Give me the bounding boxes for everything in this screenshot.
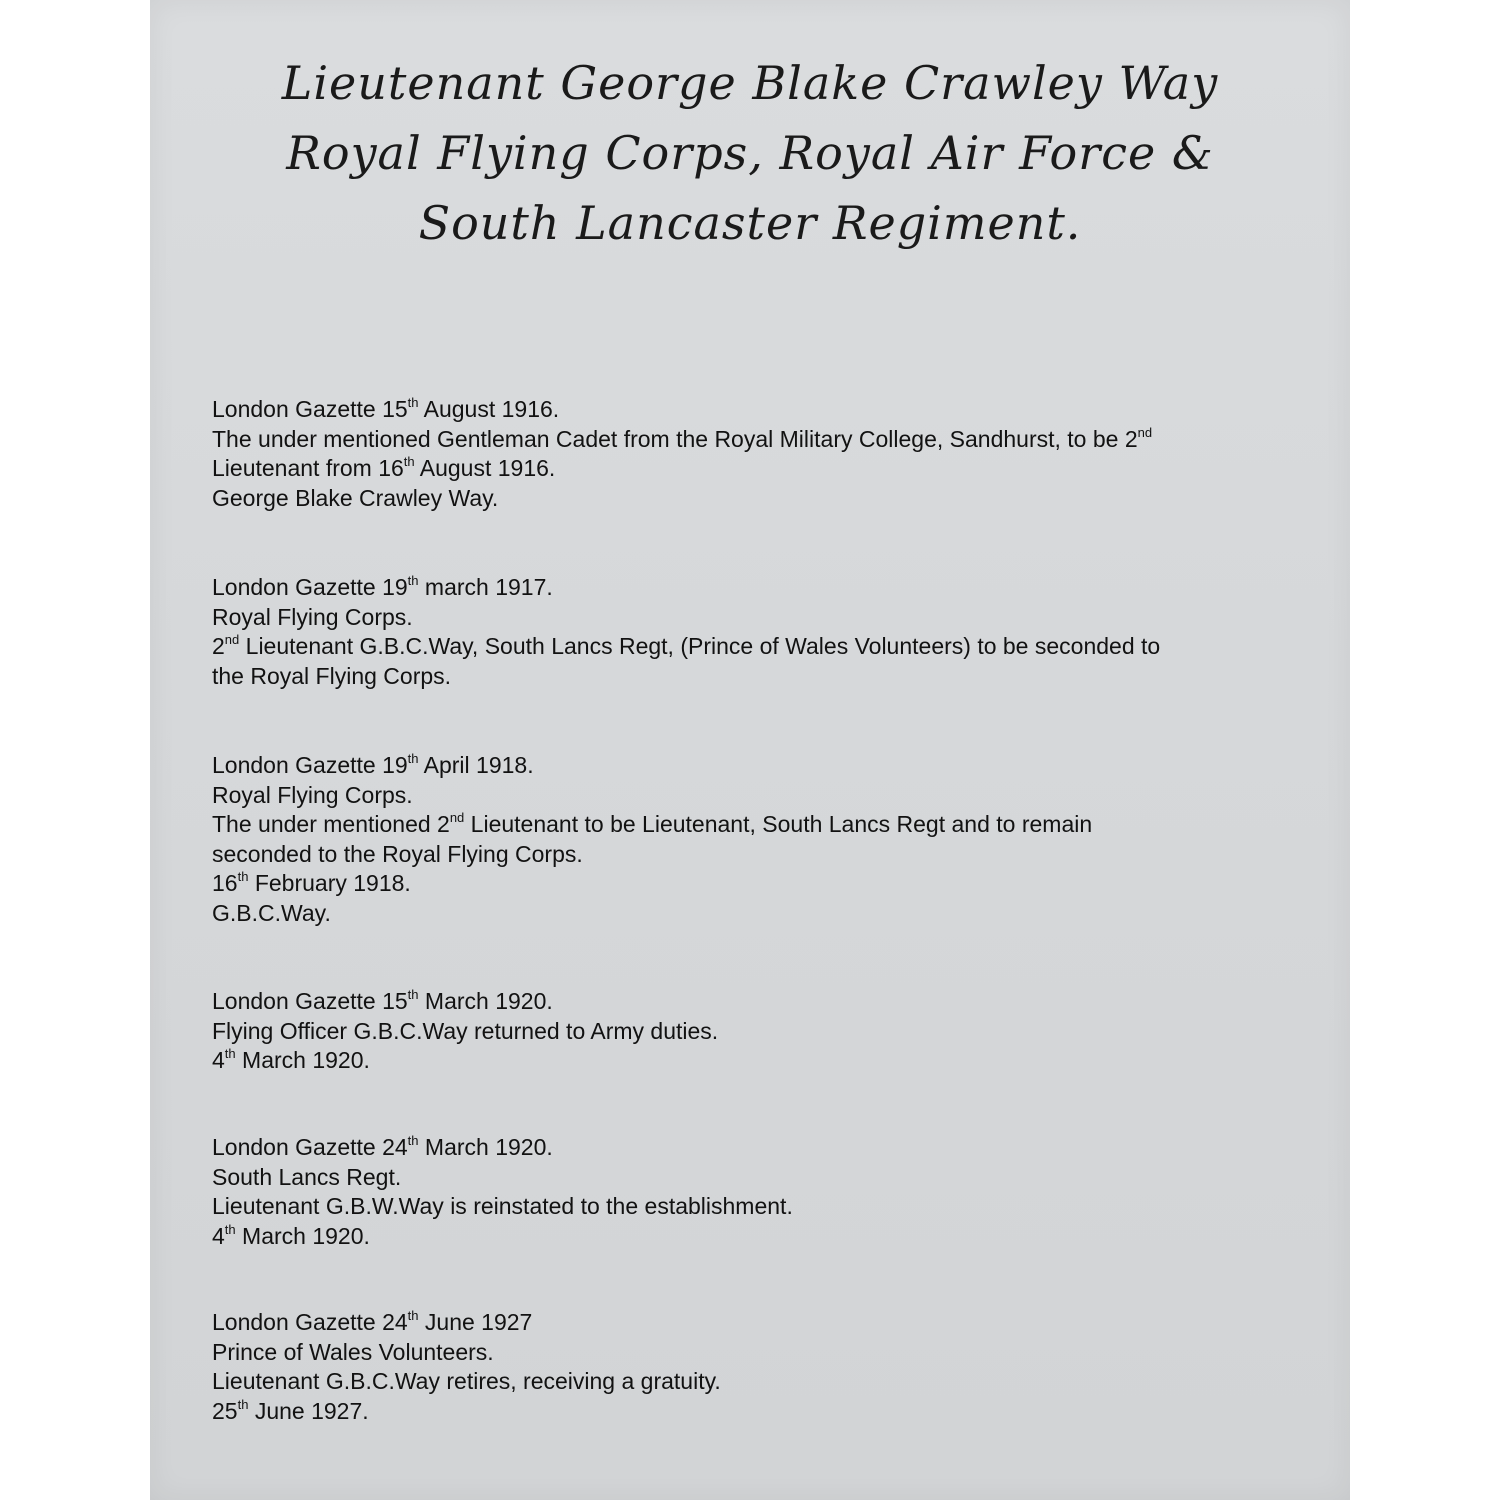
ordinal-suffix: th	[237, 869, 249, 884]
gazette-entry	[212, 1133, 1322, 1251]
ordinal-suffix: th	[224, 1046, 236, 1061]
gazette-text-line: George Blake Crawley Way.	[212, 484, 499, 511]
ordinal-suffix: th	[407, 1133, 419, 1148]
gazette-text-line: The under mentioned Gentleman Cadet from the Royal Military College, Sandhurst, to be 2nd	[212, 424, 1153, 452]
document-page	[150, 0, 1350, 1500]
gazette-text-line: 2nd Lieutenant G.B.C.Way, South Lancs Regt, (Prince of Wales Volunteers) to be seconded to	[212, 632, 1161, 659]
gazette-heading: London Gazette 19th march 1917.	[212, 573, 553, 600]
ordinal-suffix: th	[237, 1396, 249, 1412]
gazette-text-line: Prince of Wales Volunteers.	[212, 1338, 494, 1365]
gazette-text-line: The under mentioned 2nd Lieutenant to be Lieutenant, South Lancs Regt and to remain	[212, 810, 1093, 837]
gazette-text-line: Lieutenant G.B.W.Way is reinstated to the establishment.	[212, 1193, 793, 1219]
gazette-heading: London Gazette 24th March 1920.	[212, 1133, 553, 1160]
gazette-entry	[212, 573, 1322, 691]
gazette-text-line: Flying Officer G.B.C.Way returned to Army duties.	[212, 1017, 719, 1044]
gazette-text-line: seconded to the Royal Flying Corps.	[212, 840, 583, 867]
gazette-text-line: South Lancs Regt.	[212, 1163, 402, 1190]
ordinal-suffix: th	[407, 751, 419, 766]
gazette-text-line: Lieutenant from 16th August 1916.	[212, 454, 556, 481]
gazette-entry	[212, 751, 1322, 928]
gazette-heading: London Gazette 15th March 1920.	[212, 987, 553, 1014]
gazette-text-line: Lieutenant G.B.C.Way retires, receiving a gratuity.	[212, 1368, 721, 1394]
gazette-entry	[212, 395, 1322, 513]
gazette-text-line: 4th March 1920.	[212, 1221, 370, 1249]
ordinal-suffix: nd	[449, 810, 465, 825]
gazette-text-line: Royal Flying Corps.	[212, 781, 413, 808]
ordinal-suffix: th	[407, 1308, 419, 1323]
ordinal-suffix: nd	[1137, 424, 1153, 440]
ordinal-suffix: th	[407, 573, 419, 588]
ordinal-suffix: th	[403, 454, 415, 469]
title-line: Lieutenant George Blake Crawley Way	[281, 56, 1219, 110]
title-line: South Lancaster Regiment.	[418, 196, 1082, 250]
gazette-text-line: 25th June 1927.	[212, 1396, 369, 1424]
ordinal-suffix: th	[407, 987, 419, 1002]
gazette-heading: London Gazette 24th June 1927	[212, 1308, 533, 1335]
gazette-text-line: Royal Flying Corps.	[212, 603, 413, 630]
gazette-text-line: the Royal Flying Corps.	[212, 662, 452, 689]
gazette-text-line: G.B.C.Way.	[212, 899, 331, 926]
gazette-heading: London Gazette 15th August 1916.	[212, 395, 560, 422]
gazette-text-line: 4th March 1920.	[212, 1046, 370, 1073]
gazette-entry	[212, 987, 1322, 1076]
ordinal-suffix: nd	[224, 632, 240, 647]
title-line: Royal Flying Corps, Royal Air Force &	[286, 126, 1214, 180]
gazette-entry	[212, 1308, 1322, 1426]
ordinal-suffix: th	[407, 395, 419, 410]
ordinal-suffix: th	[224, 1221, 236, 1237]
gazette-text-line: 16th February 1918.	[212, 869, 411, 896]
document-title	[150, 48, 1350, 258]
gazette-heading: London Gazette 19th April 1918.	[212, 751, 534, 778]
